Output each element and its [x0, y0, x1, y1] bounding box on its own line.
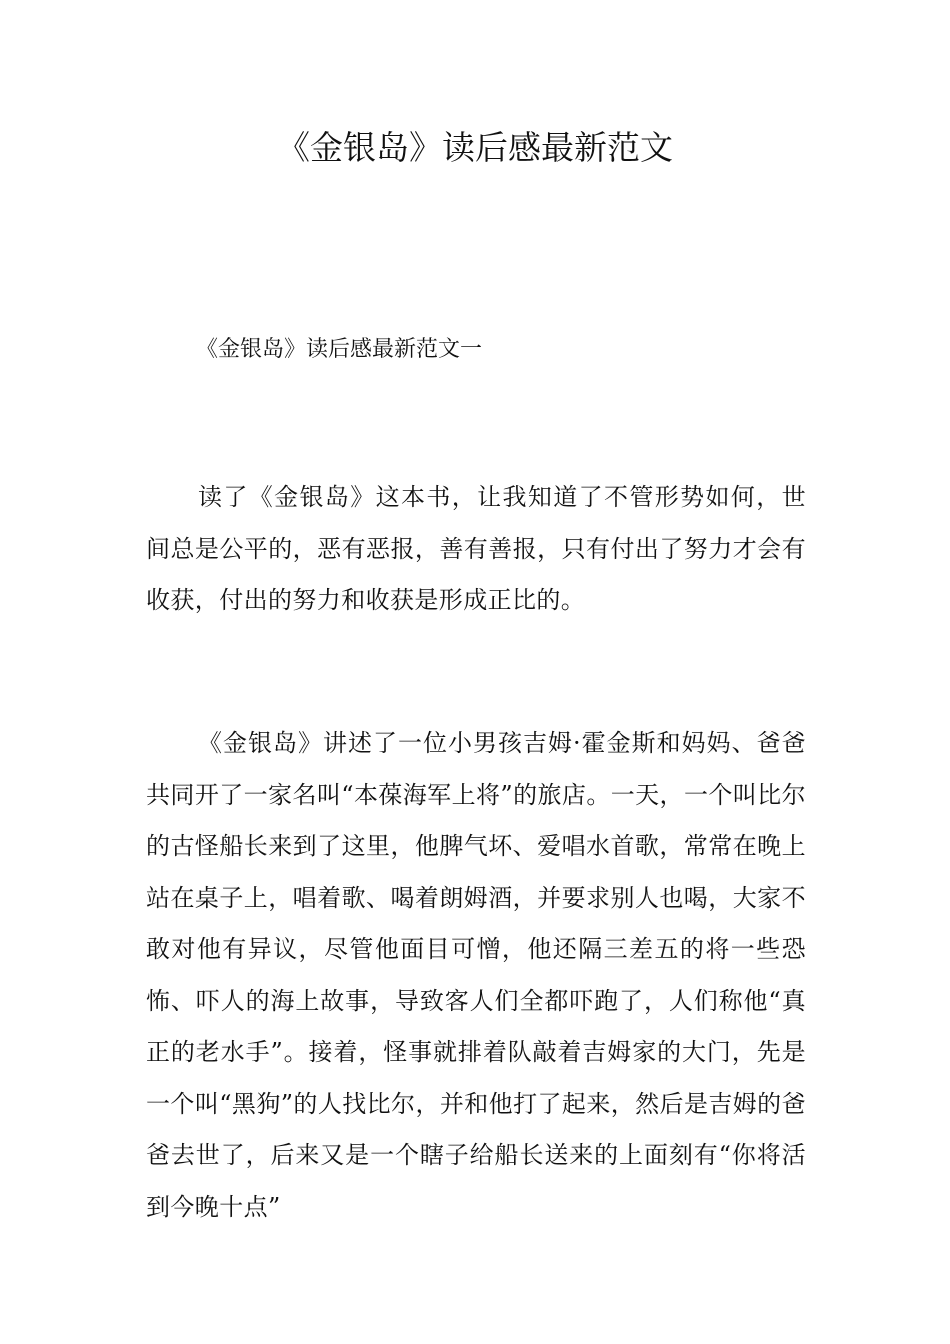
section-heading: 《金银岛》读后感最新范文一 — [196, 337, 483, 362]
body-paragraph-1: 读了《金银岛》这本书，让我知道了不管形势如何，世间总是公平的，恶有恶报，善有善报，只有付出了努力才会有收获，付出的努力和收获是形成正比的。 — [146, 483, 806, 614]
document-title: 《金银岛》读后感最新范文 — [277, 128, 673, 167]
body-paragraph-2: 《金银岛》讲述了一位小男孩吉姆·霍金斯和妈妈、爸爸共同开了一家名叫“本葆海军上将”的旅店。一天，一个叫比尔的古怪船长来到了这里，他脾气坏、爱唱水首歌，常常在晚上站在桌子上，唱着歌、喝着朗姆酒，并要求别人也喝，大家不敢对他有异议，尽管他面目可憎，他还隔三差五的将一些恐怖、吓人的海上故事，导致客人们全都吓跑了，人们称他“真正的老水手”。接着，怪事就排着队敲着吉姆家的大门，先是一个叫“黑狗”的人找比尔，并和他打了起来，然后是吉姆的爸爸去世了，后来又是一个瞎子给船长送来的上面刻有“你将活到今晚十点” — [146, 729, 806, 1221]
